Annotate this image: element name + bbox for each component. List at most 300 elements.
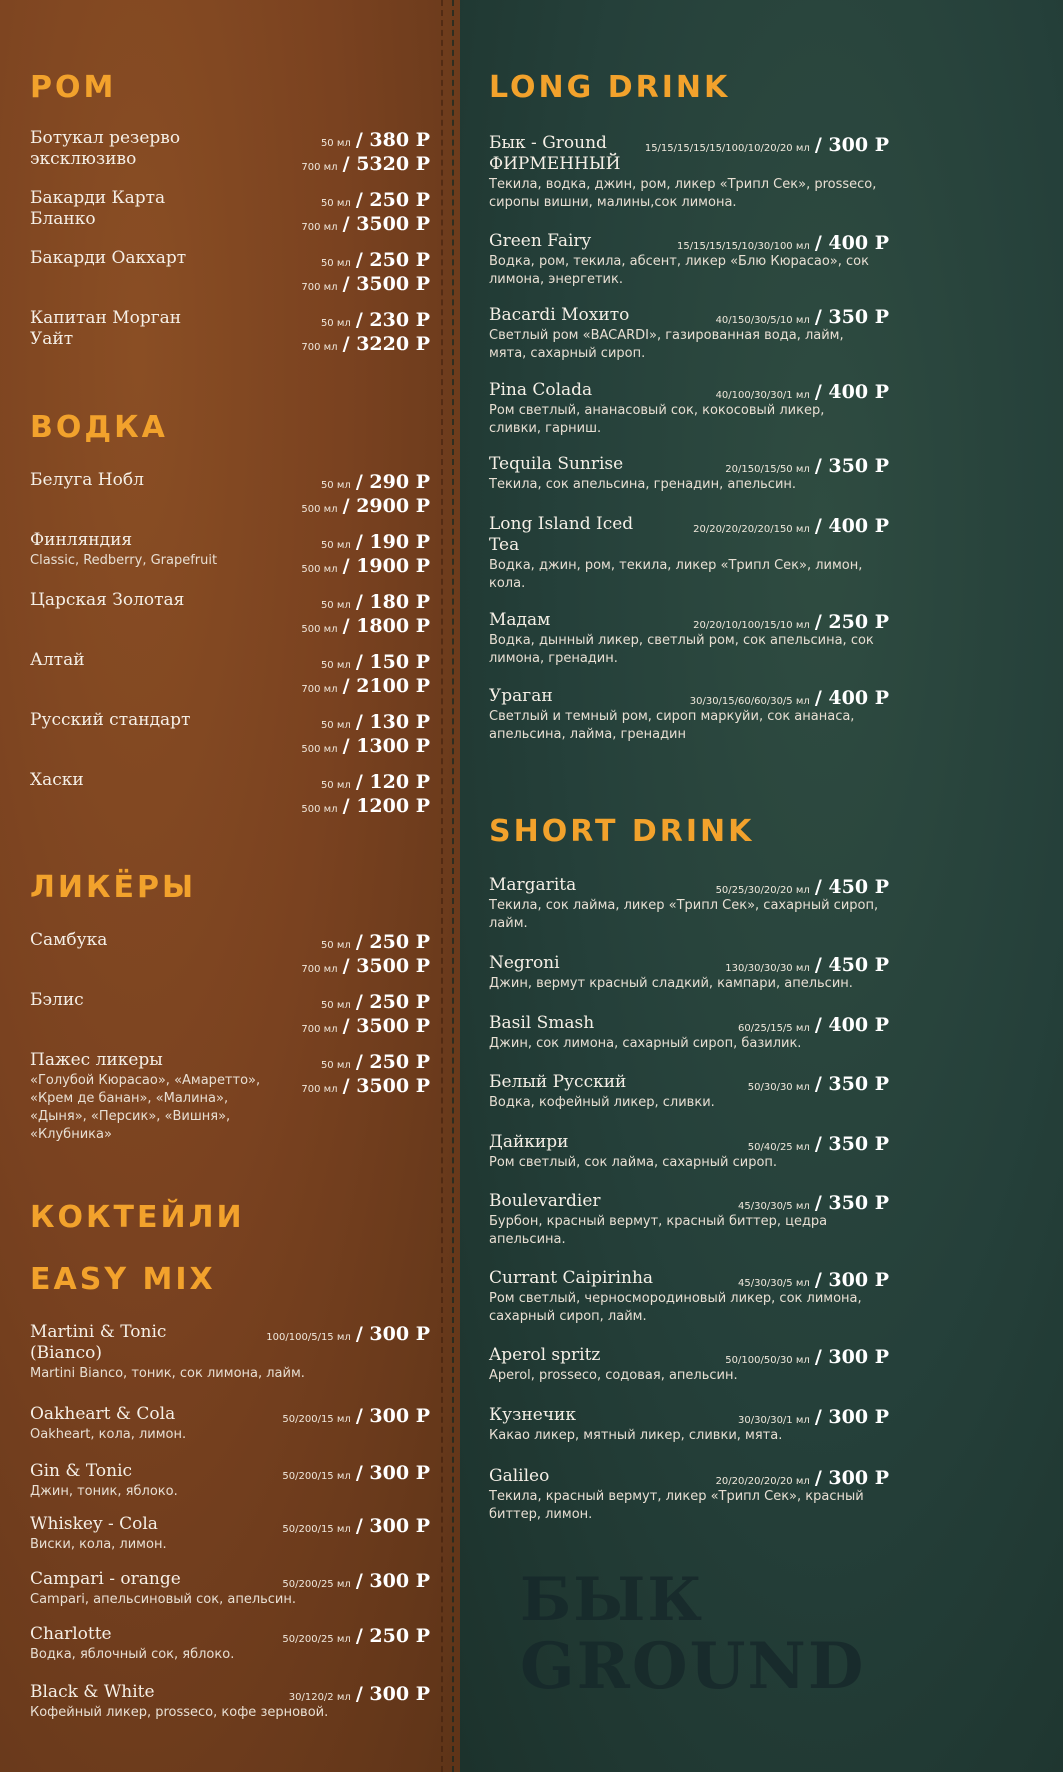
price-amount: / 450 Р [814, 876, 889, 898]
item-description: Martini Bianco, тоник, сок лимона, лайм. [30, 1366, 305, 1381]
item-name: Basil Smash [489, 1013, 595, 1033]
item-description: Текила, сок лайма, ликер «Трипл Сек», сахарный сироп, лайм. [489, 898, 879, 931]
logo-line-2: GROUND [520, 1629, 866, 1704]
price-line [725, 953, 889, 977]
item-name: Boulevardier [489, 1191, 601, 1211]
price-line [301, 248, 430, 272]
item-name: Хаски [30, 770, 84, 790]
price-line [301, 1074, 430, 1098]
price-line [301, 212, 430, 236]
item-name: Белый Русский [489, 1072, 627, 1092]
price-line [301, 590, 430, 614]
item-name: Aperol spritz [489, 1345, 601, 1365]
price-block [738, 1013, 889, 1037]
price-line [301, 674, 430, 698]
item-description: Водка, джин, ром, текила, ликер «Трипл Сек», лимон, кола. [489, 558, 863, 591]
price-amount: / 3500 Р [342, 213, 430, 235]
menu-item [489, 133, 889, 212]
price-amount: / 300 Р [355, 1323, 430, 1345]
section-title-cocktails: КОКТЕЙЛИ [30, 1200, 245, 1235]
volume-label: 700 мл [301, 162, 338, 173]
section-title-easy-mix: EASY MIX [30, 1262, 216, 1297]
menu-item [489, 686, 889, 744]
menu-item [30, 930, 430, 977]
price-line [716, 380, 889, 404]
price-block [282, 1624, 430, 1648]
price-amount: / 3500 Р [342, 1015, 430, 1037]
price-line [301, 1050, 430, 1074]
item-name: Black & White [30, 1682, 155, 1702]
price-line [282, 1404, 430, 1428]
menu-item [489, 380, 889, 438]
price-amount: / 250 Р [355, 991, 430, 1013]
price-line [738, 1013, 889, 1037]
volume-label: 50 мл [320, 138, 351, 149]
item-name: Самбука [30, 930, 108, 950]
price-amount: / 300 Р [355, 1570, 430, 1592]
item-name: Бэлис [30, 990, 84, 1010]
price-amount: / 300 Р [355, 1683, 430, 1705]
item-name: Белуга Нобл [30, 470, 144, 490]
menu-item [30, 470, 430, 517]
volume-label: 50/25/30/20/20 мл [715, 885, 810, 896]
section-title-long-drink: LONG DRINK [489, 70, 731, 105]
menu-item [489, 514, 889, 593]
menu-item [30, 128, 430, 175]
price-line [282, 1624, 430, 1648]
volume-label: 500 мл [301, 744, 338, 755]
price-line [301, 494, 430, 518]
price-block [693, 610, 889, 634]
menu-item [30, 1514, 430, 1554]
price-line [301, 1014, 430, 1038]
item-name: Margarita [489, 875, 577, 895]
price-line [301, 954, 430, 978]
price-amount: / 250 Р [814, 611, 889, 633]
menu-item [30, 710, 430, 757]
price-amount: / 1800 Р [342, 615, 430, 637]
item-description: Джин, тоник, яблоко. [30, 1484, 178, 1499]
price-block [725, 953, 889, 977]
item-name: Ураган [489, 686, 553, 706]
item-name: Gin & Tonic [30, 1461, 133, 1481]
price-block [301, 650, 430, 698]
item-description: Кофейный ликер, prosseco, кофе зерновой. [30, 1705, 329, 1720]
item-name: Bacardi Мохито [489, 305, 630, 325]
volume-label: 50 мл [320, 318, 351, 329]
price-amount: / 250 Р [355, 189, 430, 211]
section-title-rum: РОМ [30, 70, 117, 105]
price-block [282, 1514, 430, 1538]
volume-label: 50 мл [320, 1000, 351, 1011]
volume-label: 60/25/15/5 мл [738, 1023, 810, 1034]
price-block [301, 770, 430, 818]
stitch-line [441, 0, 443, 1772]
price-block [301, 990, 430, 1038]
menu-item [489, 875, 889, 933]
volume-label: 50 мл [320, 660, 351, 671]
menu-item [30, 530, 430, 577]
price-line [301, 770, 430, 794]
price-line [716, 875, 889, 899]
volume-label: 50/200/25 мл [282, 1634, 351, 1645]
item-name: Царская Золотая [30, 590, 185, 610]
logo-line-1: БЫК [520, 1565, 704, 1635]
price-line [301, 152, 430, 176]
price-amount: / 300 Р [814, 1346, 889, 1368]
price-line [301, 650, 430, 674]
price-amount: / 300 Р [814, 134, 889, 156]
volume-label: 700 мл [301, 222, 338, 233]
item-name: Pina Colada [489, 380, 593, 400]
menu-item [30, 1404, 430, 1444]
price-amount: / 300 Р [814, 1406, 889, 1428]
price-block [282, 1461, 430, 1485]
item-name: Martini & Tonic (Bianco) [30, 1322, 167, 1363]
price-block [301, 128, 430, 176]
item-name: Кузнечик [489, 1405, 577, 1425]
price-block [716, 875, 889, 899]
volume-label: 50 мл [320, 1060, 351, 1071]
volume-label: 50 мл [320, 780, 351, 791]
price-amount: / 350 Р [814, 306, 889, 328]
item-name: Long Island Iced Tea [489, 514, 634, 555]
item-name: Капитан Морган Уайт [30, 308, 182, 349]
price-line [301, 308, 430, 332]
menu-item [30, 1569, 430, 1609]
price-block [738, 1405, 889, 1429]
price-amount: / 400 Р [814, 381, 889, 403]
section-title-liqueurs: ЛИКЁРЫ [30, 870, 197, 905]
price-line [301, 710, 430, 734]
price-amount: / 1200 Р [342, 795, 430, 817]
volume-label: 50/30/30 мл [747, 1082, 810, 1093]
price-line [738, 1405, 889, 1429]
price-amount: / 250 Р [355, 1051, 430, 1073]
price-line [282, 1514, 430, 1538]
volume-label: 40/100/30/30/1 мл [715, 390, 810, 401]
menu-item [489, 1132, 889, 1172]
volume-label: 50/200/15 мл [282, 1414, 351, 1425]
section-title-vodka: ВОДКА [30, 410, 168, 445]
volume-label: 50 мл [320, 258, 351, 269]
volume-label: 50 мл [320, 720, 351, 731]
price-block [738, 1191, 889, 1215]
price-amount: / 3500 Р [342, 273, 430, 295]
price-line [301, 554, 430, 578]
price-block [748, 1072, 889, 1096]
price-line [266, 1322, 430, 1346]
price-line [690, 686, 889, 710]
volume-label: 20/20/10/100/15/10 мл [693, 620, 810, 631]
section-title-short-drink: SHORT DRINK [489, 814, 755, 849]
price-amount: / 2100 Р [342, 675, 430, 697]
item-description: Джин, сок лимона, сахарный сироп, базилик. [489, 1036, 802, 1051]
item-name: Алтай [30, 650, 85, 670]
brand-logo [520, 1565, 880, 1715]
item-name: Русский стандарт [30, 710, 191, 730]
item-description: Светлый и темный ром, сироп маркуйи, сок ананаса, апельсина, лайма, гренадин [489, 709, 855, 742]
volume-label: 15/15/15/15/10/30/100 мл [677, 241, 810, 252]
item-description: Водка, дынный ликер, светлый ром, сок апельсина, сок лимона, гренадин. [489, 633, 874, 666]
item-description: Водка, яблочный сок, яблоко. [30, 1647, 235, 1662]
price-line [301, 128, 430, 152]
item-description: Ром светлый, сок лайма, сахарный сироп. [489, 1155, 778, 1170]
price-block [266, 1322, 430, 1346]
volume-label: 20/20/20/20/20 мл [715, 1476, 810, 1487]
price-amount: / 120 Р [355, 771, 430, 793]
price-amount: / 400 Р [814, 232, 889, 254]
price-block [716, 305, 889, 329]
price-amount: / 350 Р [814, 455, 889, 477]
volume-label: 45/30/30/5 мл [738, 1201, 810, 1212]
price-block [282, 1404, 430, 1428]
price-block [716, 380, 889, 404]
volume-label: 700 мл [301, 282, 338, 293]
item-name: Финляндия [30, 530, 133, 550]
item-name: Tequila Sunrise [489, 454, 624, 474]
price-block [725, 454, 889, 478]
menu-item [489, 953, 889, 993]
menu-item [489, 1466, 889, 1524]
menu-item [489, 1345, 889, 1385]
price-amount: / 400 Р [814, 687, 889, 709]
price-line [282, 1569, 430, 1593]
price-amount: / 400 Р [814, 515, 889, 537]
item-name: Green Fairy [489, 231, 592, 251]
volume-label: 130/30/30/30 мл [725, 963, 810, 974]
item-description: Oakheart, кола, лимон. [30, 1427, 187, 1442]
volume-label: 45/30/30/5 мл [738, 1278, 810, 1289]
item-name: Currant Caipirinha [489, 1268, 654, 1288]
price-line [748, 1132, 889, 1156]
price-block [301, 590, 430, 638]
price-line [301, 530, 430, 554]
price-amount: / 300 Р [355, 1515, 430, 1537]
price-line [716, 1466, 889, 1490]
price-amount: / 300 Р [814, 1269, 889, 1291]
price-line [301, 188, 430, 212]
price-amount: / 350 Р [814, 1073, 889, 1095]
price-line [693, 610, 889, 634]
item-description: Текила, красный вермут, ликер «Трипл Сек», красный биттер, лимон. [489, 1489, 864, 1522]
price-line [693, 514, 889, 538]
volume-label: 500 мл [301, 804, 338, 815]
menu-item [489, 1013, 889, 1053]
volume-label: 500 мл [301, 504, 338, 515]
item-description: Ром светлый, ананасовый сок, кокосовый ликер, сливки, гарниш. [489, 403, 825, 436]
volume-label: 30/30/15/60/60/30/5 мл [689, 696, 810, 707]
menu-item [30, 590, 430, 637]
price-amount: / 290 Р [355, 471, 430, 493]
item-name: Дайкири [489, 1132, 569, 1152]
item-description: Aperol, prossecо, содовая, апельсин. [489, 1368, 738, 1383]
price-block [716, 1466, 889, 1490]
menu-item [489, 305, 889, 363]
price-amount: / 130 Р [355, 711, 430, 733]
price-block [725, 1345, 889, 1369]
price-amount: / 250 Р [355, 249, 430, 271]
volume-label: 500 мл [301, 624, 338, 635]
price-line [738, 1268, 889, 1292]
item-description: Какао ликер, мятный ликер, сливки, мята. [489, 1428, 783, 1443]
price-line [282, 1461, 430, 1485]
menu-item [489, 454, 889, 494]
item-description: Classic, Redberry, Grapefruit [30, 553, 218, 568]
price-amount: / 190 Р [355, 531, 430, 553]
price-block [738, 1268, 889, 1292]
menu-item [489, 231, 889, 289]
volume-label: 50 мл [320, 540, 351, 551]
menu-item [489, 1191, 889, 1249]
item-description: Бурбон, красный вермут, красный биттер, цедра апельсина. [489, 1214, 828, 1247]
volume-label: 50/40/25 мл [747, 1142, 810, 1153]
volume-label: 30/30/30/1 мл [738, 1415, 810, 1426]
menu-item [489, 1405, 889, 1445]
item-name: Charlotte [30, 1624, 112, 1644]
volume-label: 40/150/30/5/10 мл [715, 315, 810, 326]
volume-label: 20/20/20/20/20/150 мл [693, 524, 810, 535]
item-description: Светлый ром «BACARDI», газированная вода, лайм, мята, сахарный сироп. [489, 328, 844, 361]
volume-label: 500 мл [301, 564, 338, 575]
item-name: Galileo [489, 1466, 550, 1486]
menu-item [30, 1682, 430, 1722]
price-amount: / 3220 Р [342, 333, 430, 355]
price-amount: / 3500 Р [342, 1075, 430, 1097]
volume-label: 700 мл [301, 684, 338, 695]
volume-label: 50/100/50/30 мл [725, 1355, 810, 1366]
price-block [301, 188, 430, 236]
item-description: Водка, кофейный ликер, сливки. [489, 1095, 715, 1110]
volume-label: 50 мл [320, 480, 351, 491]
item-name: Ботукал резерво эксклюзиво [30, 128, 181, 169]
volume-label: 100/100/5/15 мл [266, 1332, 351, 1343]
item-name: Бык - Ground ФИРМЕННЫЙ [489, 133, 621, 174]
volume-label: 50 мл [320, 198, 351, 209]
volume-label: 700 мл [301, 1024, 338, 1035]
price-amount: / 250 Р [355, 1625, 430, 1647]
item-description: Текила, водка, джин, ром, ликер «Трипл Сек», prossecо, сиропы вишни, малины,сок лимона. [489, 177, 877, 210]
price-amount: / 300 Р [355, 1405, 430, 1427]
item-name: Пажес ликеры [30, 1050, 163, 1070]
price-amount: / 300 Р [814, 1467, 889, 1489]
price-line [301, 990, 430, 1014]
price-amount: / 350 Р [814, 1133, 889, 1155]
volume-label: 700 мл [301, 1084, 338, 1095]
volume-label: 30/120/2 мл [288, 1692, 351, 1703]
price-amount: / 300 Р [355, 1462, 430, 1484]
price-amount: / 350 Р [814, 1192, 889, 1214]
item-name: Бакарди Карта Бланко [30, 188, 166, 229]
item-description: Джин, вермут красный сладкий, кампари, апельсин. [489, 976, 853, 991]
price-line [289, 1682, 430, 1706]
price-line [725, 454, 889, 478]
price-block [301, 930, 430, 978]
item-name: Whiskey - Cola [30, 1514, 158, 1534]
price-line [301, 794, 430, 818]
menu-item [30, 1322, 430, 1383]
price-block [748, 1132, 889, 1156]
item-description: Campari, апельсиновый сок, апельсин. [30, 1592, 297, 1607]
menu-item [30, 248, 430, 295]
price-amount: / 1300 Р [342, 735, 430, 757]
item-name: Negroni [489, 953, 560, 973]
price-line [301, 272, 430, 296]
item-description: Текила, сок апельсина, гренадин, апельсин. [489, 477, 797, 492]
price-block [301, 530, 430, 578]
price-amount: / 250 Р [355, 931, 430, 953]
menu-item [30, 990, 430, 1037]
price-amount: / 2900 Р [342, 495, 430, 517]
price-amount: / 400 Р [814, 1014, 889, 1036]
menu-item [30, 308, 430, 355]
volume-label: 15/15/15/15/15/100/10/20/20 мл [644, 143, 810, 154]
menu-item [489, 1072, 889, 1112]
price-line [716, 305, 889, 329]
menu-item [30, 650, 430, 697]
price-amount: / 230 Р [355, 309, 430, 331]
price-line [677, 231, 889, 255]
item-description: Водка, ром, текила, абсент, ликер «Блю Кюрасао», сок лимона, энергетик. [489, 254, 869, 287]
menu-item [30, 188, 430, 235]
price-line [301, 332, 430, 356]
menu-item [489, 610, 889, 668]
price-line [301, 930, 430, 954]
price-block [677, 231, 889, 255]
price-line [301, 470, 430, 494]
item-name: Бакарди Оакхарт [30, 248, 187, 268]
price-amount: / 1900 Р [342, 555, 430, 577]
price-line [748, 1072, 889, 1096]
menu-item [30, 1624, 430, 1664]
volume-label: 20/150/15/50 мл [725, 464, 810, 475]
volume-label: 700 мл [301, 964, 338, 975]
price-line [725, 1345, 889, 1369]
price-block [645, 133, 889, 157]
price-block [301, 470, 430, 518]
volume-label: 700 мл [301, 342, 338, 353]
volume-label: 50/200/25 мл [282, 1579, 351, 1590]
price-block [301, 308, 430, 356]
volume-label: 50/200/15 мл [282, 1471, 351, 1482]
price-block [301, 1050, 430, 1098]
item-description: Ром светлый, черносмородиновый ликер, сок лимона, сахарный сироп, лайм. [489, 1291, 862, 1324]
volume-label: 50 мл [320, 940, 351, 951]
item-name: Мадам [489, 610, 551, 630]
price-line [738, 1191, 889, 1215]
item-description: Виски, кола, лимон. [30, 1537, 167, 1552]
price-line [301, 614, 430, 638]
menu-item [30, 1461, 430, 1501]
price-amount: / 380 Р [355, 129, 430, 151]
menu-item [30, 1050, 430, 1144]
price-amount: / 450 Р [814, 954, 889, 976]
price-amount: / 3500 Р [342, 955, 430, 977]
price-block [690, 686, 889, 710]
volume-label: 50 мл [320, 600, 351, 611]
item-description: «Голубой Кюрасао», «Амаретто», «Крем де банан», «Малина», «Дыня», «Персик», «Вишня», «Клубника» [30, 1073, 261, 1142]
price-amount: / 180 Р [355, 591, 430, 613]
menu-item [489, 1268, 889, 1326]
stitch-line [452, 0, 454, 1772]
item-name: Campari - orange [30, 1569, 181, 1589]
item-name: Oakheart & Cola [30, 1404, 176, 1424]
price-block [301, 710, 430, 758]
price-block [301, 248, 430, 296]
volume-label: 50/200/15 мл [282, 1524, 351, 1535]
price-line [645, 133, 889, 157]
price-line [301, 734, 430, 758]
